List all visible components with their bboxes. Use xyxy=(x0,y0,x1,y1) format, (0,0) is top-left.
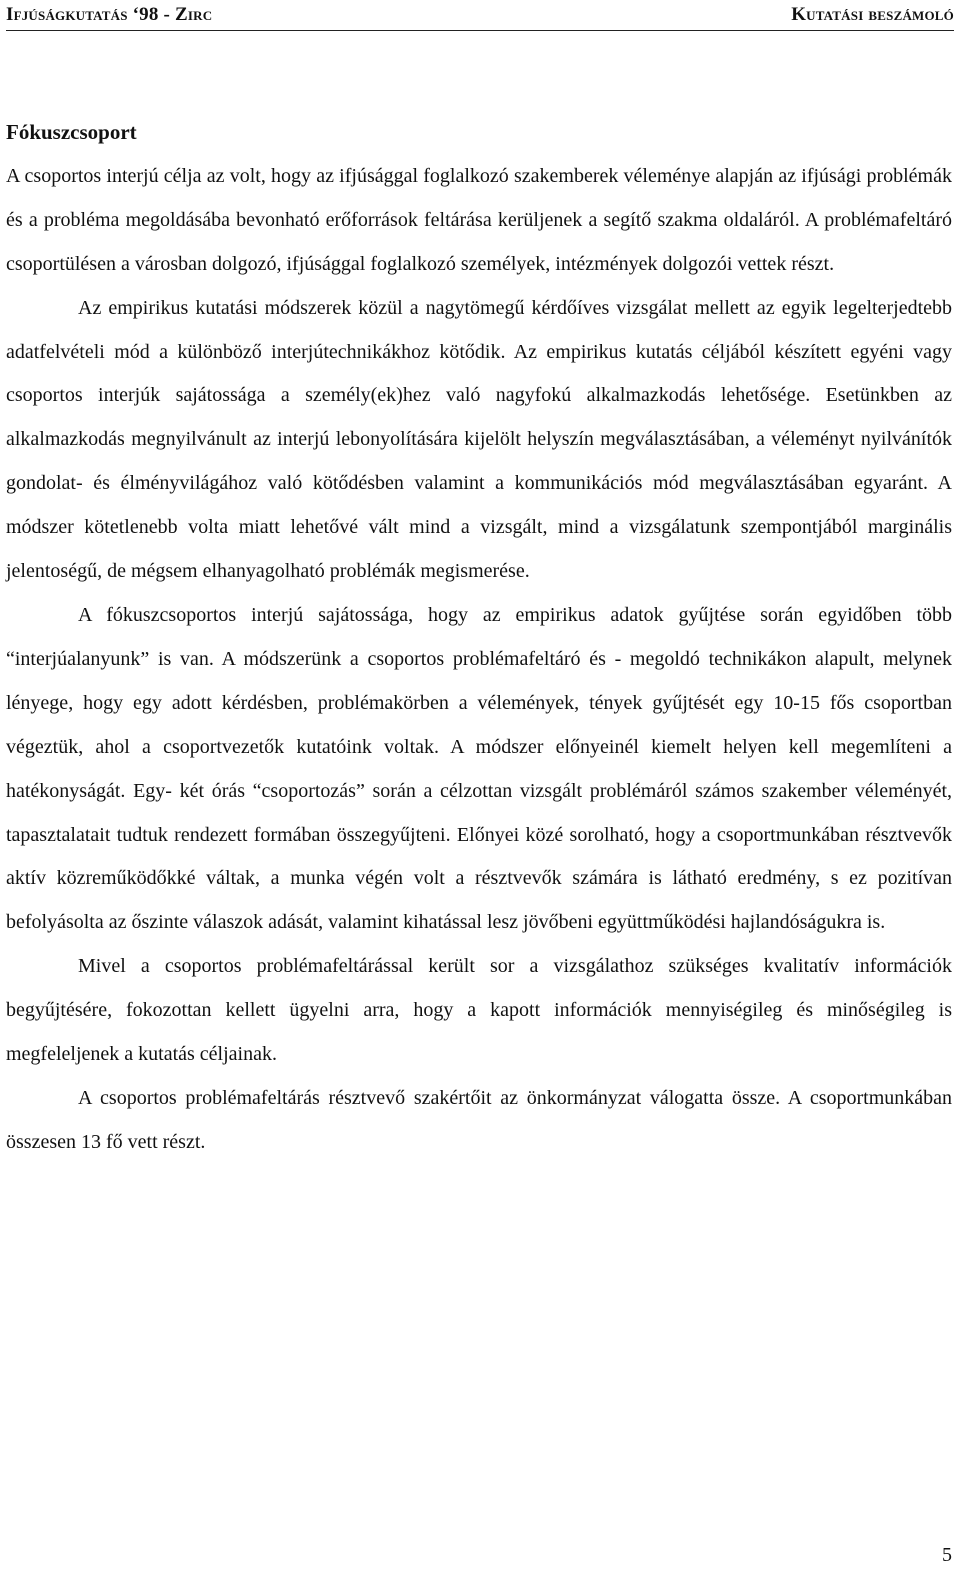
header-right-title: Kutatási beszámoló xyxy=(791,4,954,25)
paragraph-5: A csoportos problémafeltárás résztvevő szakértőit az önkormányzat válogatta össze. A csoportmunkában összesen 13 fő vett részt. xyxy=(6,1086,952,1153)
page-header xyxy=(6,2,954,28)
paragraph-3: A fókuszcsoportos interjú sajátossága, hogy az empirikus adatok gyűjtése során egyidőben több “interjúalanyunk” is van. A módszerünk a csoportos problémafeltáró és - megoldó technikákon alapult, melynek lényege, hogy egy adott kérdésben, problémakörben a vélemények, tények gyűjtését egy 10-15 fős csoportban végeztük, ahol a csoportvezetők kutatóink voltak. A módszer előnyeinél kiemelt helyen kell megemlíteni a hatékonyságát. Egy- két órás “csoportozás” során a célzottan vizsgált problémáról számos szakember véleményét, tapasztalatait tudtuk rendezett formában összegyűjteni. Előnyei közé sorolható, hogy a csoportmunkában résztvevők aktív közreműködőkké váltak, a munka végén volt a résztvevők számára is látható eredmény, s ez pozitívan befolyásolta az őszinte válaszok adását, valamint kihatással lesz jövőbeni együttműködési hajlandóságukra is. xyxy=(6,603,952,934)
paragraph-1: A csoportos interjú célja az volt, hogy az ifjúsággal foglalkozó szakemberek véleménye alapján az ifjúsági problémák és a probléma megoldásába bevonható erőforrások feltárása kerüljenek a segítő szakma oldaláról. A problémafeltáró csoportülésen a városban dolgozó, ifjúsággal foglalkozó személyek, intézmények dolgozói vettek részt. xyxy=(6,164,952,275)
paragraph-2: Az empirikus kutatási módszerek közül a nagytömegű kérdőíves vizsgálat mellett az egyik legelterjedtebb adatfelvételi mód a különböző interjútechnikákhoz kötődik. Az empirikus kutatás céljából készített egyéni vagy csoportos interjúk sajátossága a személy(ek)hez való nagyfokú alkalmazkodás lehetősége. Esetünkben az alkalmazkodás megnyilvánult az interjú lebonyolítására kijelölt helyszín megválasztásában, a véleményt nyilvánítók gondolat- és élményvilágához való kötődésben valamint a kommunikációs mód megválasztásában egyaránt. A módszer kötetlenebb volta miatt lehetővé vált mind a vizsgált, mind a vizsgálatunk szempontjából marginális jelentoségű, de mégsem elhanyagolható problémák megismerése. xyxy=(6,296,952,583)
section-title: Fókuszcsoport xyxy=(6,120,137,144)
header-left-title: Ifjúságkutatás ‘98 - Zirc xyxy=(6,4,213,25)
header-rule xyxy=(6,30,954,31)
document-body xyxy=(6,111,952,1165)
paragraph-4: Mivel a csoportos problémafeltárással került sor a vizsgálathoz szükséges kvalitatív információk begyűjtésére, fokozottan kellett ügyelni arra, hogy a kapott információk mennyiségileg és minőségileg is megfeleljenek a kutatás céljainak. xyxy=(6,955,952,1066)
page-number: 5 xyxy=(942,1544,952,1566)
